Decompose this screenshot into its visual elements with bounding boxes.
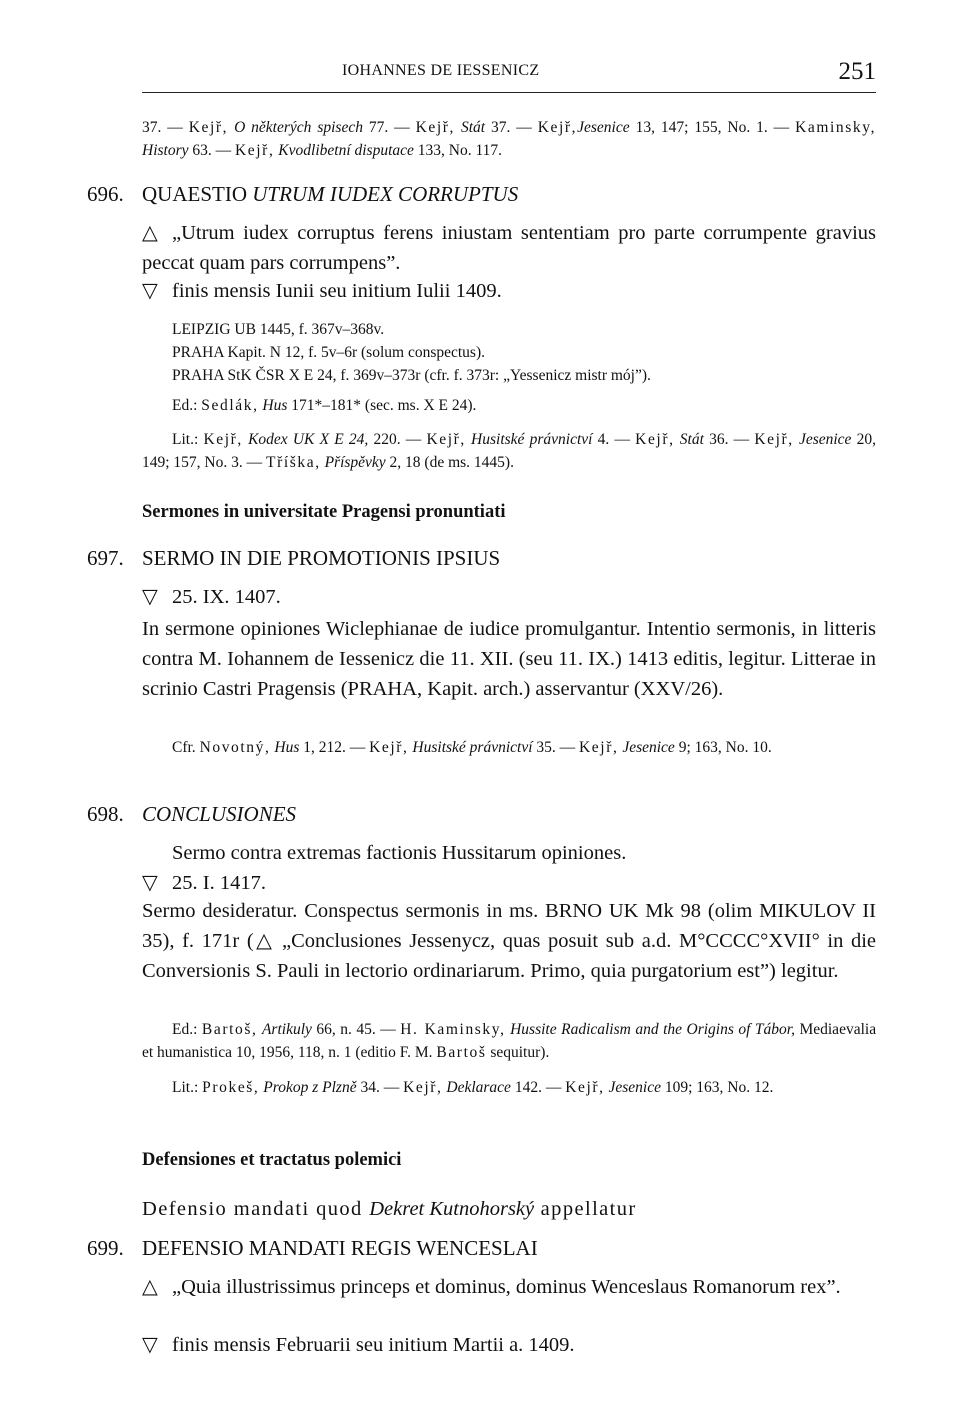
entry-697-title: 697. SERMO IN DIE PROMOTIONIS IPSIUS xyxy=(87,546,501,570)
incipit-triangle-icon: △ xyxy=(142,1276,158,1298)
entry-699-date: ▽ finis mensis Februarii seu initium Martii a. 1409. xyxy=(142,1330,906,1360)
date-triangle-icon: ▽ xyxy=(142,1334,158,1356)
entry-698-text: Sermo desideratur. Conspectus sermonis in ms. BRNO UK Mk 98 (olim MIKULOV II 35), f. 171r (△ „Conclusiones Jessenycz, quas posuit sub a.d. M°CCCC°XVII° in die Conversionis S. Pauli in lectorio ordinariarum. Primo, quia purgatorium est”) legitur. xyxy=(142,900,877,982)
entry-698-edition: Ed.: Bartoš, Artikuly 66, n. 45. — H. Kaminsky, Hussite Radicalism and the Origins of Tábor, Mediaevalia et humanistica 10, 1956, 118, n. 1 (editio F. M. Bartoš sequitur). xyxy=(142,1021,877,1061)
entry-37: 37. — Kejř, O některých spisech 77. — Kejř, Stát 37. — Kejř,Jesenice 13, 147; 155, No. 1. — Kaminsky, History 63. — Kejř, Kvodlibetní disputace 133, No. 117. xyxy=(142,119,877,159)
entry-number: 697. xyxy=(87,546,124,570)
page-number: 251 xyxy=(838,58,876,85)
page-header xyxy=(142,56,876,93)
section-heading: Defensiones et tractatus polemici xyxy=(142,1150,402,1170)
entry-696-incipit: △ „Utrum iudex corruptus ferens iniustam sententiam pro parte corrumpente gravius peccat quam pars corrumpens”. xyxy=(142,218,876,278)
section-heading: Sermones in universitate Pragensi pronuntiati xyxy=(142,502,506,522)
entry-696-edition: Ed.: Sedlák, Hus 171*–181* (sec. ms. X E 24). xyxy=(172,397,477,414)
entry-696-manuscripts xyxy=(142,318,906,387)
entry-number: 696. xyxy=(87,182,124,206)
entry-number: 699. xyxy=(87,1236,124,1260)
entry-699-title: 699. DEFENSIO MANDATI REGIS WENCESLAI xyxy=(87,1236,538,1260)
date-triangle-icon: ▽ xyxy=(142,586,158,608)
date-triangle-icon: ▽ xyxy=(142,872,158,894)
entry-699-incipit: △ „Quia illustrissimus princeps et dominus, dominus Wenceslaus Romanorum rex”. xyxy=(142,1272,876,1302)
manuscript: LEIPZIG UB 1445, f. 367v–368v. xyxy=(172,321,385,338)
entry-696-date: ▽ finis mensis Iunii seu initium Iulii 1409. xyxy=(142,276,906,306)
date-triangle-icon: ▽ xyxy=(142,280,158,302)
entry-696-title: 696. QUAESTIO UTRUM IUDEX CORRUPTUS xyxy=(87,182,519,206)
manuscript: PRAHA StK ČSR X E 24, f. 369v–373r (cfr. f. 373r: „Yessenicz mistr mój”). xyxy=(172,367,651,384)
entry-698-description: Sermo contra extremas factionis Hussitarum opiniones. xyxy=(172,842,627,864)
entry-697-text: In sermone opiniones Wiclephianae de iudice promulgantur. Intentio sermonis, in litteris contra M. Iohannem de Iessenicz die 11. XII. (seu 11. IX.) 1413 editis, legitur. Litterae in scrinio Castri Pragensis (PRAHA, Kapit. arch.) asservantur (XXV/26). xyxy=(142,618,876,700)
incipit-triangle-icon: △ xyxy=(142,222,158,244)
subsection-heading: Defensio mandati quod Dekret Kutnohorský appellatur xyxy=(142,1198,637,1220)
entry-698-title: 698. CONCLUSIONES xyxy=(87,802,297,826)
entry-698-date: ▽ 25. I. 1417. xyxy=(142,868,906,898)
entry-number: 698. xyxy=(87,802,124,826)
entry-696-literature: Lit.: Kejř, Kodex UK X E 24, 220. — Kejř, Husitské právnictví 4. — Kejř, Stát 36. — Kejř, Jesenice 20, 149; 157, No. 3. — Tříška, Příspěvky 2, 18 (de ms. 1445). xyxy=(142,431,876,471)
entry-697-references: Cfr. Novotný, Hus 1, 212. — Kejř, Husitské právnictví 35. — Kejř, Jesenice 9; 163, No. 10. xyxy=(172,739,772,756)
running-head: IOHANNES DE IESSENICZ xyxy=(342,62,540,79)
entry-698-literature: Lit.: Prokeš, Prokop z Plzně 34. — Kejř, Deklarace 142. — Kejř, Jesenice 109; 163, No. 12. xyxy=(172,1079,774,1096)
entry-697-date: ▽ 25. IX. 1407. xyxy=(142,582,906,612)
incipit-triangle-icon: △ xyxy=(253,930,275,952)
manuscript: PRAHA Kapit. N 12, f. 5v–6r (solum conspectus). xyxy=(172,344,485,361)
